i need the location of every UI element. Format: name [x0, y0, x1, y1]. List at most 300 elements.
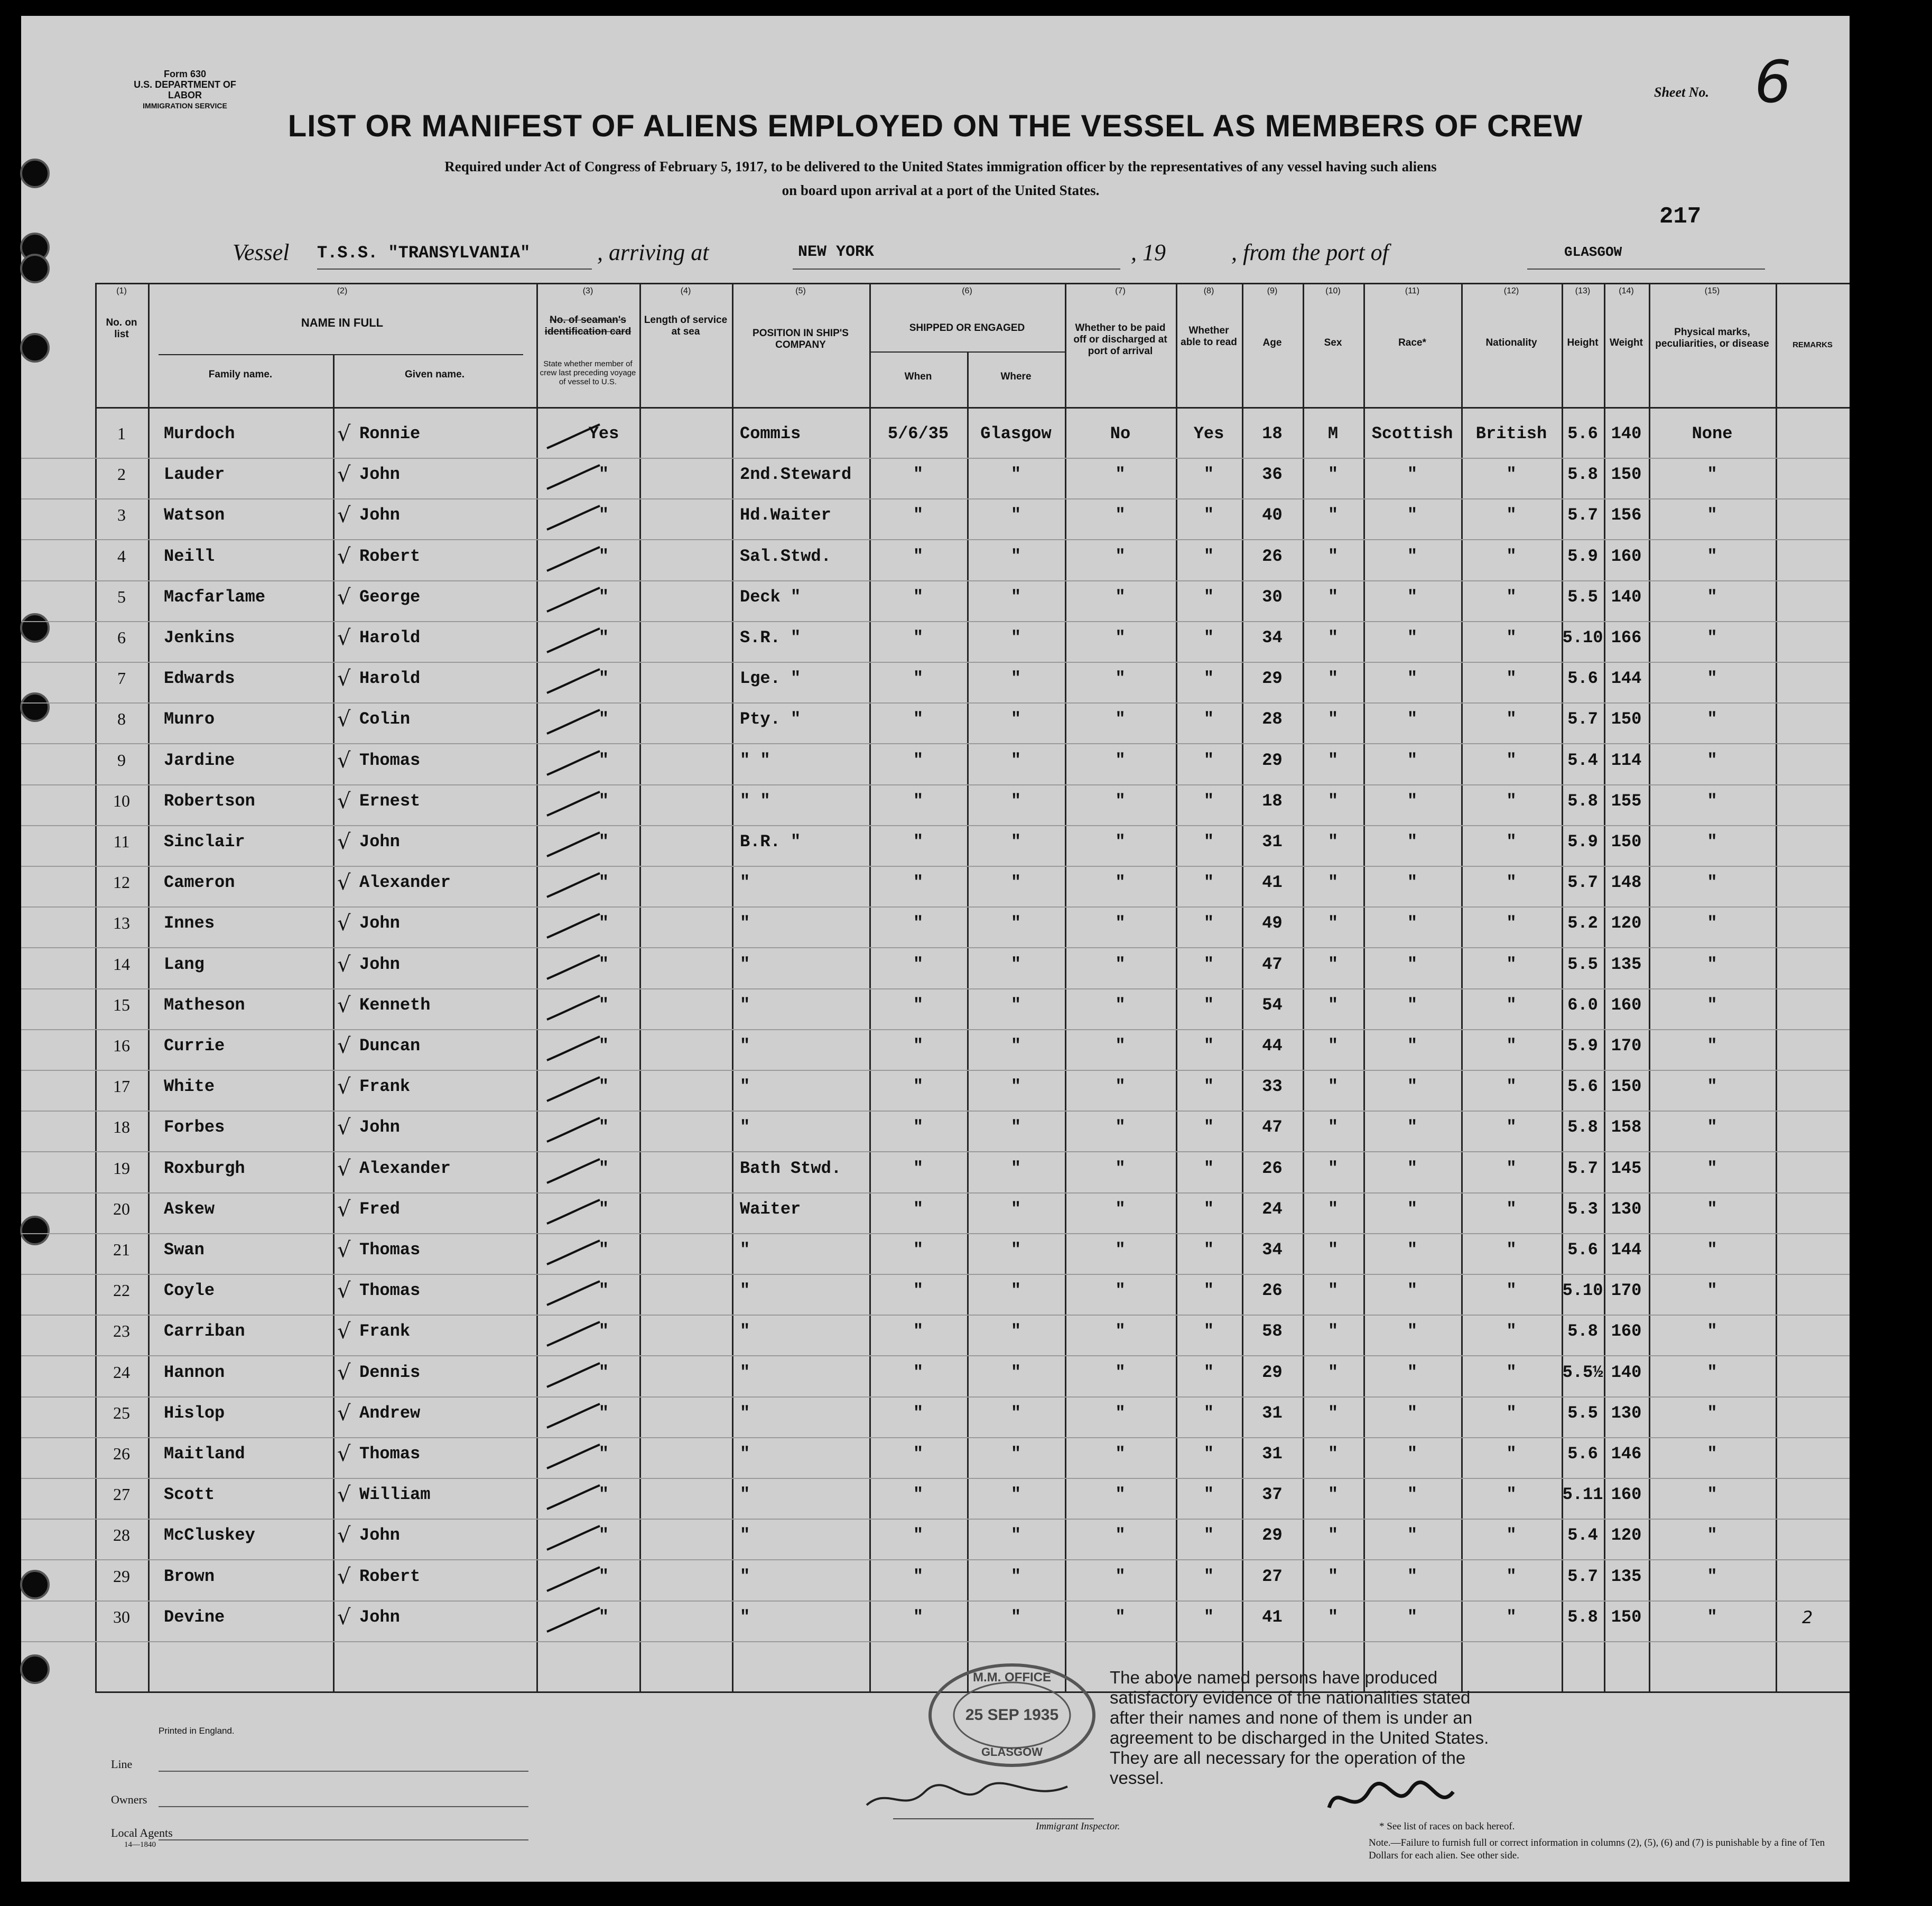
- given-name: Andrew: [359, 1403, 421, 1423]
- able-to-read: ": [1203, 995, 1214, 1015]
- shipped-where: ": [1010, 1117, 1021, 1137]
- position: B.R. ": [740, 832, 801, 852]
- able-to-read: Yes: [1193, 424, 1224, 443]
- paid-off: ": [1115, 832, 1126, 852]
- nationality: ": [1506, 1077, 1517, 1097]
- crew-table-body: [21, 418, 1850, 1686]
- family-name: White: [164, 1077, 215, 1097]
- check-mark-icon: √: [337, 1483, 351, 1507]
- paid-off: ": [1115, 505, 1126, 525]
- col-num: (12): [1503, 286, 1519, 295]
- header-remarks: REMARKS: [1792, 340, 1833, 349]
- shipped-where: ": [1010, 1077, 1021, 1097]
- able-to-read: ": [1203, 750, 1214, 770]
- family-name: Jenkins: [164, 628, 235, 647]
- remark: 2: [1802, 1607, 1813, 1627]
- paid-off: ": [1115, 1444, 1126, 1464]
- shipped-where: ": [1010, 1240, 1021, 1260]
- position: Bath Stwd.: [740, 1158, 842, 1178]
- age: 34: [1262, 1240, 1283, 1260]
- shipped-where: ": [1010, 1199, 1021, 1219]
- paid-off: ": [1115, 1566, 1126, 1586]
- able-to-read: ": [1203, 709, 1214, 729]
- shipped-when: ": [913, 1077, 924, 1097]
- age: 29: [1262, 669, 1283, 689]
- family-name: Carriban: [164, 1321, 245, 1341]
- subtitle-line-1: Required under Act of Congress of February 5, 1917, to be delivered to the United States immigration officer by the representatives of any vessel having such aliens: [444, 159, 1437, 174]
- previous-voyage: ": [598, 709, 609, 729]
- paid-off: ": [1115, 1158, 1126, 1178]
- shipped-where: ": [1010, 750, 1021, 770]
- arriving-port: NEW YORK: [798, 243, 875, 261]
- col-num: (13): [1575, 286, 1591, 295]
- header-id-card: No. of seaman's identification card: [544, 314, 631, 337]
- previous-voyage: ": [598, 628, 609, 647]
- col-num: (3): [582, 286, 593, 295]
- weight: 158: [1611, 1117, 1642, 1137]
- shipped-where: ": [1010, 832, 1021, 852]
- age: 47: [1262, 1117, 1283, 1137]
- previous-voyage: ": [598, 1117, 609, 1137]
- nationality: ": [1506, 709, 1517, 729]
- family-name: Edwards: [164, 669, 235, 689]
- sex: ": [1327, 709, 1339, 729]
- age: 47: [1262, 954, 1283, 974]
- position: ": [740, 954, 750, 974]
- position: ": [740, 1607, 750, 1627]
- able-to-read: ": [1203, 873, 1214, 893]
- shipped-when: ": [913, 1362, 924, 1382]
- height: 5.4: [1567, 750, 1598, 770]
- col-num: (6): [962, 286, 972, 295]
- physical-marks: ": [1707, 873, 1717, 893]
- crew-row: [21, 1070, 1850, 1112]
- col-num: (5): [795, 286, 806, 295]
- able-to-read: ": [1203, 465, 1214, 485]
- weight: 144: [1611, 669, 1642, 689]
- row-number: 26: [113, 1444, 130, 1463]
- weight: 114: [1611, 750, 1642, 770]
- crew-row: [21, 1152, 1850, 1193]
- position: " ": [740, 750, 770, 770]
- nationality: ": [1506, 1199, 1517, 1219]
- manifest-sheet: [21, 16, 1850, 1882]
- able-to-read: ": [1203, 1036, 1214, 1056]
- nationality: ": [1506, 1566, 1517, 1586]
- sex: ": [1327, 465, 1339, 485]
- check-mark-icon: √: [337, 707, 351, 732]
- family-name: Sinclair: [164, 832, 245, 852]
- row-number: 6: [117, 628, 126, 647]
- given-name: Robert: [359, 546, 421, 566]
- race: ": [1407, 505, 1418, 525]
- crew-row: [21, 703, 1850, 744]
- paid-off: ": [1115, 465, 1126, 485]
- family-name: Murdoch: [164, 424, 235, 443]
- physical-marks: ": [1707, 750, 1717, 770]
- sex: ": [1327, 1158, 1339, 1178]
- family-name: Hislop: [164, 1403, 225, 1423]
- family-name: Devine: [164, 1607, 225, 1627]
- owners-label: Owners: [111, 1793, 147, 1806]
- arriving-label: , arriving at: [597, 239, 709, 265]
- age: 44: [1262, 1036, 1283, 1056]
- service: IMMIGRATION SERVICE: [143, 101, 227, 110]
- shipped-where: ": [1010, 1444, 1021, 1464]
- paid-off: ": [1115, 1525, 1126, 1546]
- given-name: Thomas: [359, 1240, 421, 1260]
- sex: ": [1327, 750, 1339, 770]
- race: ": [1407, 1485, 1418, 1505]
- height: 5.9: [1567, 1036, 1598, 1056]
- physical-marks: ": [1707, 1199, 1717, 1219]
- row-number: 30: [113, 1607, 130, 1626]
- age: 29: [1262, 1525, 1283, 1546]
- weight: 140: [1611, 424, 1642, 443]
- check-mark-icon: √: [337, 1156, 351, 1181]
- row-number: 8: [117, 709, 126, 729]
- inspector-signature-icon: [856, 1776, 1078, 1818]
- race: ": [1407, 1525, 1418, 1546]
- printed-note: Printed in England.: [159, 1726, 235, 1736]
- previous-voyage: ": [598, 1607, 609, 1627]
- col-num: (11): [1405, 286, 1420, 295]
- family-name: Innes: [164, 913, 215, 933]
- shipped-where: ": [1010, 465, 1021, 485]
- crew-row: [21, 1601, 1850, 1642]
- check-mark-icon: √: [337, 1360, 351, 1385]
- row-number: 3: [117, 505, 126, 525]
- check-mark-icon: √: [337, 1564, 351, 1589]
- check-mark-icon: √: [337, 830, 351, 854]
- age: 58: [1262, 1321, 1283, 1341]
- given-name: Thomas: [359, 1281, 421, 1301]
- family-name: Brown: [164, 1566, 215, 1586]
- sex: ": [1327, 1321, 1339, 1341]
- manifest-code: 217: [1659, 203, 1702, 230]
- race: ": [1407, 1607, 1418, 1627]
- height: 5.5: [1567, 954, 1598, 974]
- nationality: ": [1506, 628, 1517, 647]
- shipped-when: 5/6/35: [887, 424, 949, 443]
- check-mark-icon: √: [337, 789, 351, 813]
- height: 5.8: [1567, 791, 1598, 811]
- paid-off: ": [1115, 628, 1126, 647]
- nationality: ": [1506, 1158, 1517, 1178]
- able-to-read: ": [1203, 1117, 1214, 1137]
- paid-off: ": [1115, 1117, 1126, 1137]
- check-mark-icon: √: [337, 626, 351, 650]
- header-shipped: SHIPPED OR ENGAGED: [909, 322, 1025, 334]
- shipped-when: ": [913, 1525, 924, 1546]
- col-num: (2): [337, 286, 348, 295]
- crew-row: [21, 1315, 1850, 1356]
- given-name: Alexander: [359, 873, 451, 893]
- paid-off: ": [1115, 587, 1126, 607]
- previous-voyage: ": [598, 1036, 609, 1056]
- weight: 150: [1611, 709, 1642, 729]
- height: 5.9: [1567, 546, 1598, 566]
- shipped-where: ": [1010, 505, 1021, 525]
- physical-marks: ": [1707, 791, 1717, 811]
- crew-row: [21, 907, 1850, 948]
- family-name: Munro: [164, 709, 215, 729]
- sex: ": [1327, 1077, 1339, 1097]
- crew-row: [21, 866, 1850, 908]
- row-number: 2: [117, 465, 126, 484]
- given-name: Ernest: [359, 791, 421, 811]
- weight: 150: [1611, 1077, 1642, 1097]
- able-to-read: ": [1203, 1607, 1214, 1627]
- nationality: ": [1506, 873, 1517, 893]
- race: ": [1407, 1566, 1418, 1586]
- height: 5.8: [1567, 1607, 1598, 1627]
- position: ": [740, 1566, 750, 1586]
- row-number: 10: [113, 791, 130, 810]
- physical-marks: ": [1707, 1403, 1717, 1423]
- row-number: 22: [113, 1281, 130, 1300]
- shipped-where: ": [1010, 1485, 1021, 1505]
- shipped-when: ": [913, 1199, 924, 1219]
- family-name: Matheson: [164, 995, 245, 1015]
- sex: ": [1327, 1117, 1339, 1137]
- age: 18: [1262, 424, 1283, 443]
- family-name: Swan: [164, 1240, 205, 1260]
- height: 5.7: [1567, 873, 1598, 893]
- nationality: ": [1506, 1117, 1517, 1137]
- position: ": [740, 1281, 750, 1301]
- row-number: 7: [117, 669, 126, 688]
- previous-voyage: ": [598, 1444, 609, 1464]
- weight: 155: [1611, 791, 1642, 811]
- sex: ": [1327, 669, 1339, 689]
- height: 5.7: [1567, 505, 1598, 525]
- age: 49: [1262, 913, 1283, 933]
- stamp-top-text: M.M. OFFICE: [973, 1670, 1051, 1685]
- shipped-when: ": [913, 587, 924, 607]
- check-mark-icon: √: [337, 1034, 351, 1058]
- given-name: John: [359, 954, 400, 974]
- check-mark-icon: √: [337, 1279, 351, 1303]
- check-mark-icon: √: [337, 871, 351, 895]
- previous-voyage: ": [598, 954, 609, 974]
- paid-off: ": [1115, 750, 1126, 770]
- row-number: 9: [117, 750, 126, 770]
- physical-marks: ": [1707, 1036, 1717, 1056]
- sex: ": [1327, 587, 1339, 607]
- check-mark-icon: √: [337, 1197, 351, 1222]
- paid-off: ": [1115, 954, 1126, 974]
- position: ": [740, 1077, 750, 1097]
- shipped-when: ": [913, 1240, 924, 1260]
- header-nationality: Nationality: [1485, 337, 1537, 348]
- able-to-read: ": [1203, 791, 1214, 811]
- able-to-read: ": [1203, 913, 1214, 933]
- check-mark-icon: √: [337, 1605, 351, 1630]
- physical-marks: ": [1707, 465, 1717, 485]
- able-to-read: ": [1203, 1199, 1214, 1219]
- row-number: 18: [113, 1117, 130, 1137]
- given-name: Harold: [359, 628, 421, 647]
- physical-marks: ": [1707, 587, 1717, 607]
- position: ": [740, 1240, 750, 1260]
- check-mark-icon: √: [337, 1401, 351, 1426]
- nationality: ": [1506, 587, 1517, 607]
- check-mark-icon: √: [337, 911, 351, 936]
- paid-off: ": [1115, 1403, 1126, 1423]
- header-name-in-full: NAME IN FULL: [301, 316, 384, 329]
- height: 5.8: [1567, 1321, 1598, 1341]
- check-mark-icon: √: [337, 422, 351, 446]
- position: ": [740, 1036, 750, 1056]
- physical-marks: ": [1707, 546, 1717, 566]
- col-num: (10): [1325, 286, 1341, 295]
- row-number: 19: [113, 1158, 130, 1178]
- family-name: Roxburgh: [164, 1158, 245, 1178]
- paid-off: ": [1115, 1036, 1126, 1056]
- position: ": [740, 995, 750, 1015]
- position: ": [740, 913, 750, 933]
- col-num: (1): [116, 286, 127, 295]
- family-name: Maitland: [164, 1444, 245, 1464]
- from-port-label: , from the port of: [1231, 239, 1389, 265]
- paid-off: ": [1115, 873, 1126, 893]
- weight: 160: [1611, 995, 1642, 1015]
- shipped-when: ": [913, 1444, 924, 1464]
- given-name: John: [359, 1607, 400, 1627]
- shipped-when: ": [913, 995, 924, 1015]
- physical-marks: ": [1707, 1158, 1717, 1178]
- crew-row: [21, 1519, 1850, 1560]
- crew-row: [21, 540, 1850, 581]
- nationality: ": [1506, 750, 1517, 770]
- shipped-where: ": [1010, 954, 1021, 974]
- sex: ": [1327, 873, 1339, 893]
- previous-voyage: ": [598, 587, 609, 607]
- race: ": [1407, 995, 1418, 1015]
- col-num: (7): [1115, 286, 1126, 295]
- height: 5.5: [1567, 1403, 1598, 1423]
- able-to-read: ": [1203, 628, 1214, 647]
- race: ": [1407, 791, 1418, 811]
- nationality: ": [1506, 1036, 1517, 1056]
- able-to-read: ": [1203, 1525, 1214, 1546]
- check-mark-icon: √: [337, 1523, 351, 1548]
- family-name: Scott: [164, 1485, 215, 1505]
- previous-voyage: ": [598, 1077, 609, 1097]
- weight: 144: [1611, 1240, 1642, 1260]
- age: 31: [1262, 832, 1283, 852]
- height: 5.4: [1567, 1525, 1598, 1546]
- nationality: ": [1506, 832, 1517, 852]
- form-code: 14—1840: [124, 1840, 156, 1849]
- previous-voyage: ": [598, 669, 609, 689]
- shipped-where: ": [1010, 1362, 1021, 1382]
- height: 5.8: [1567, 465, 1598, 485]
- voyage-line: [21, 227, 1850, 275]
- race: ": [1407, 832, 1418, 852]
- race: Scottish: [1371, 424, 1453, 443]
- age: 29: [1262, 1362, 1283, 1382]
- shipped-when: ": [913, 1321, 924, 1341]
- check-mark-icon: √: [337, 993, 351, 1017]
- shipped-where: ": [1010, 1158, 1021, 1178]
- family-name: Lauder: [164, 465, 225, 485]
- shipped-when: ": [913, 832, 924, 852]
- able-to-read: ": [1203, 1362, 1214, 1382]
- sex: ": [1327, 1607, 1339, 1627]
- family-name: Currie: [164, 1036, 225, 1056]
- position: ": [740, 873, 750, 893]
- crew-row: [21, 418, 1850, 459]
- race: ": [1407, 750, 1418, 770]
- age: 40: [1262, 505, 1283, 525]
- nationality: ": [1506, 465, 1517, 485]
- age: 26: [1262, 1158, 1283, 1178]
- sex: ": [1327, 1036, 1339, 1056]
- height: 5.2: [1567, 913, 1598, 933]
- office-stamp: [925, 1660, 1099, 1771]
- sex: M: [1327, 424, 1339, 443]
- races-note: * See list of races on back hereof.: [1379, 1821, 1515, 1832]
- family-name: McCluskey: [164, 1525, 255, 1546]
- able-to-read: ": [1203, 1077, 1214, 1097]
- sheet-number: 6: [1754, 48, 1791, 116]
- physical-marks: ": [1707, 832, 1717, 852]
- previous-voyage: ": [598, 465, 609, 485]
- age: 28: [1262, 709, 1283, 729]
- paid-off: ": [1115, 1240, 1126, 1260]
- height: 5.7: [1567, 1158, 1598, 1178]
- check-mark-icon: √: [337, 952, 351, 977]
- shipped-where: ": [1010, 1403, 1021, 1423]
- height: 5.5½: [1562, 1362, 1603, 1382]
- row-number: 1: [117, 424, 126, 443]
- previous-voyage: ": [598, 1199, 609, 1219]
- given-name: Frank: [359, 1321, 411, 1341]
- weight: 140: [1611, 587, 1642, 607]
- given-name: Fred: [359, 1199, 400, 1219]
- sex: ": [1327, 505, 1339, 525]
- sex: ": [1327, 628, 1339, 647]
- given-name: Kenneth: [359, 995, 431, 1015]
- height: 5.7: [1567, 1566, 1598, 1586]
- physical-marks: ": [1707, 628, 1717, 647]
- race: ": [1407, 1444, 1418, 1464]
- row-number: 11: [113, 832, 130, 851]
- physical-marks: ": [1707, 669, 1717, 689]
- age: 26: [1262, 1281, 1283, 1301]
- height: 5.8: [1567, 1117, 1598, 1137]
- crew-row: [21, 622, 1850, 663]
- header-length-service: Length of service at sea: [644, 314, 728, 337]
- col-num: (4): [680, 286, 691, 295]
- crew-row: [21, 948, 1850, 989]
- header-no-on-list: No. on list: [106, 317, 137, 340]
- shipped-when: ": [913, 709, 924, 729]
- physical-marks: ": [1707, 1525, 1717, 1546]
- shipped-where: ": [1010, 669, 1021, 689]
- weight: 160: [1611, 1321, 1642, 1341]
- shipped-where: Glasgow: [980, 424, 1052, 443]
- shipped-when: ": [913, 1036, 924, 1056]
- height: 5.6: [1567, 1444, 1598, 1464]
- race: ": [1407, 669, 1418, 689]
- race: ": [1407, 465, 1418, 485]
- row-number: 25: [113, 1403, 130, 1422]
- able-to-read: ": [1203, 587, 1214, 607]
- shipped-when: ": [913, 954, 924, 974]
